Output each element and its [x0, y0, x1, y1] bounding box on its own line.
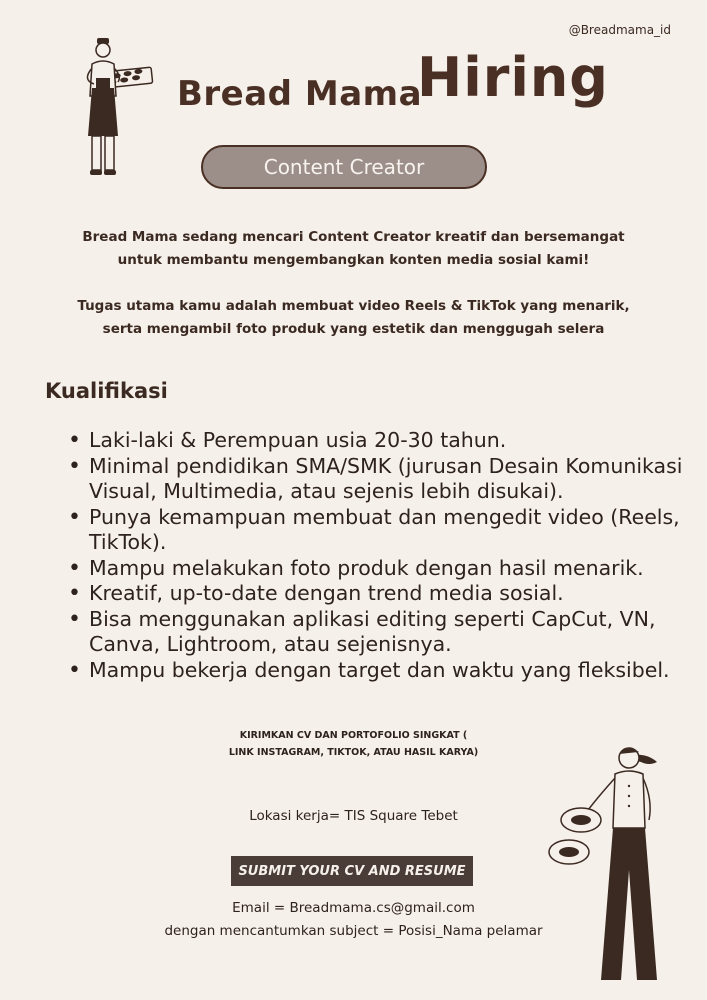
list-item: • Mampu melakukan foto produk dengan hasil menarik.	[68, 556, 688, 582]
baker-illustration	[74, 36, 154, 181]
hiring-heading: Hiring	[417, 46, 609, 109]
list-item: • Laki-laki & Perempuan usia 20-30 tahun.	[68, 428, 688, 454]
subject-instruction: dengan mencantumkan subject = Posisi_Nama pelamar	[164, 923, 543, 939]
qualifications-heading: Kualifikasi	[45, 379, 168, 403]
list-item: • Mampu bekerja dengan target dan waktu yang fleksibel.	[68, 658, 688, 684]
poster-title	[177, 46, 609, 134]
send-instructions	[90, 727, 617, 761]
submit-cv-banner: SUBMIT YOUR CV AND RESUME	[231, 856, 473, 886]
list-item: • Punya kemampuan membuat dan mengedit video (Reels, TikTok).	[68, 505, 688, 556]
qualifications-list	[68, 428, 688, 683]
list-item: • Bisa menggunakan aplikasi editing seperti CapCut, VN, Canva, Lightroom, atau sejenisnya.	[68, 607, 688, 658]
intro-paragraph-1	[60, 226, 647, 272]
intro-line: untuk membantu mengembangkan konten media sosial kami!	[117, 252, 590, 268]
send-line: LINK INSTAGRAM, TIKTOK, ATAU HASIL KARYA)	[228, 747, 479, 758]
intro-paragraph-2	[60, 295, 647, 341]
email-address[interactable]: Email = Breadmama.cs@gmail.com	[232, 900, 475, 916]
work-location: Lokasi kerja= TIS Square Tebet	[249, 808, 458, 824]
send-line: KIRIMKAN CV DAN PORTOFOLIO SINGKAT (	[239, 730, 468, 741]
brand-name: Bread Mama	[177, 74, 423, 114]
list-item: • Kreatif, up-to-date dengan trend media sosial.	[68, 581, 688, 607]
instagram-handle: @Breadmama_id	[568, 23, 671, 37]
intro-line: Tugas utama kamu adalah membuat video Reels & TikTok yang menarik,	[77, 298, 630, 314]
intro-line: serta mengambil foto produk yang estetik dan menggugah selera	[102, 321, 605, 337]
position-badge: Content Creator	[201, 145, 487, 189]
waitress-illustration	[545, 740, 685, 985]
intro-line: Bread Mama sedang mencari Content Creator kreatif dan bersemangat	[82, 229, 625, 245]
list-item: • Minimal pendidikan SMA/SMK (jurusan Desain Komunikasi Visual, Multimedia, atau sejenis lebih disukai).	[68, 454, 688, 505]
